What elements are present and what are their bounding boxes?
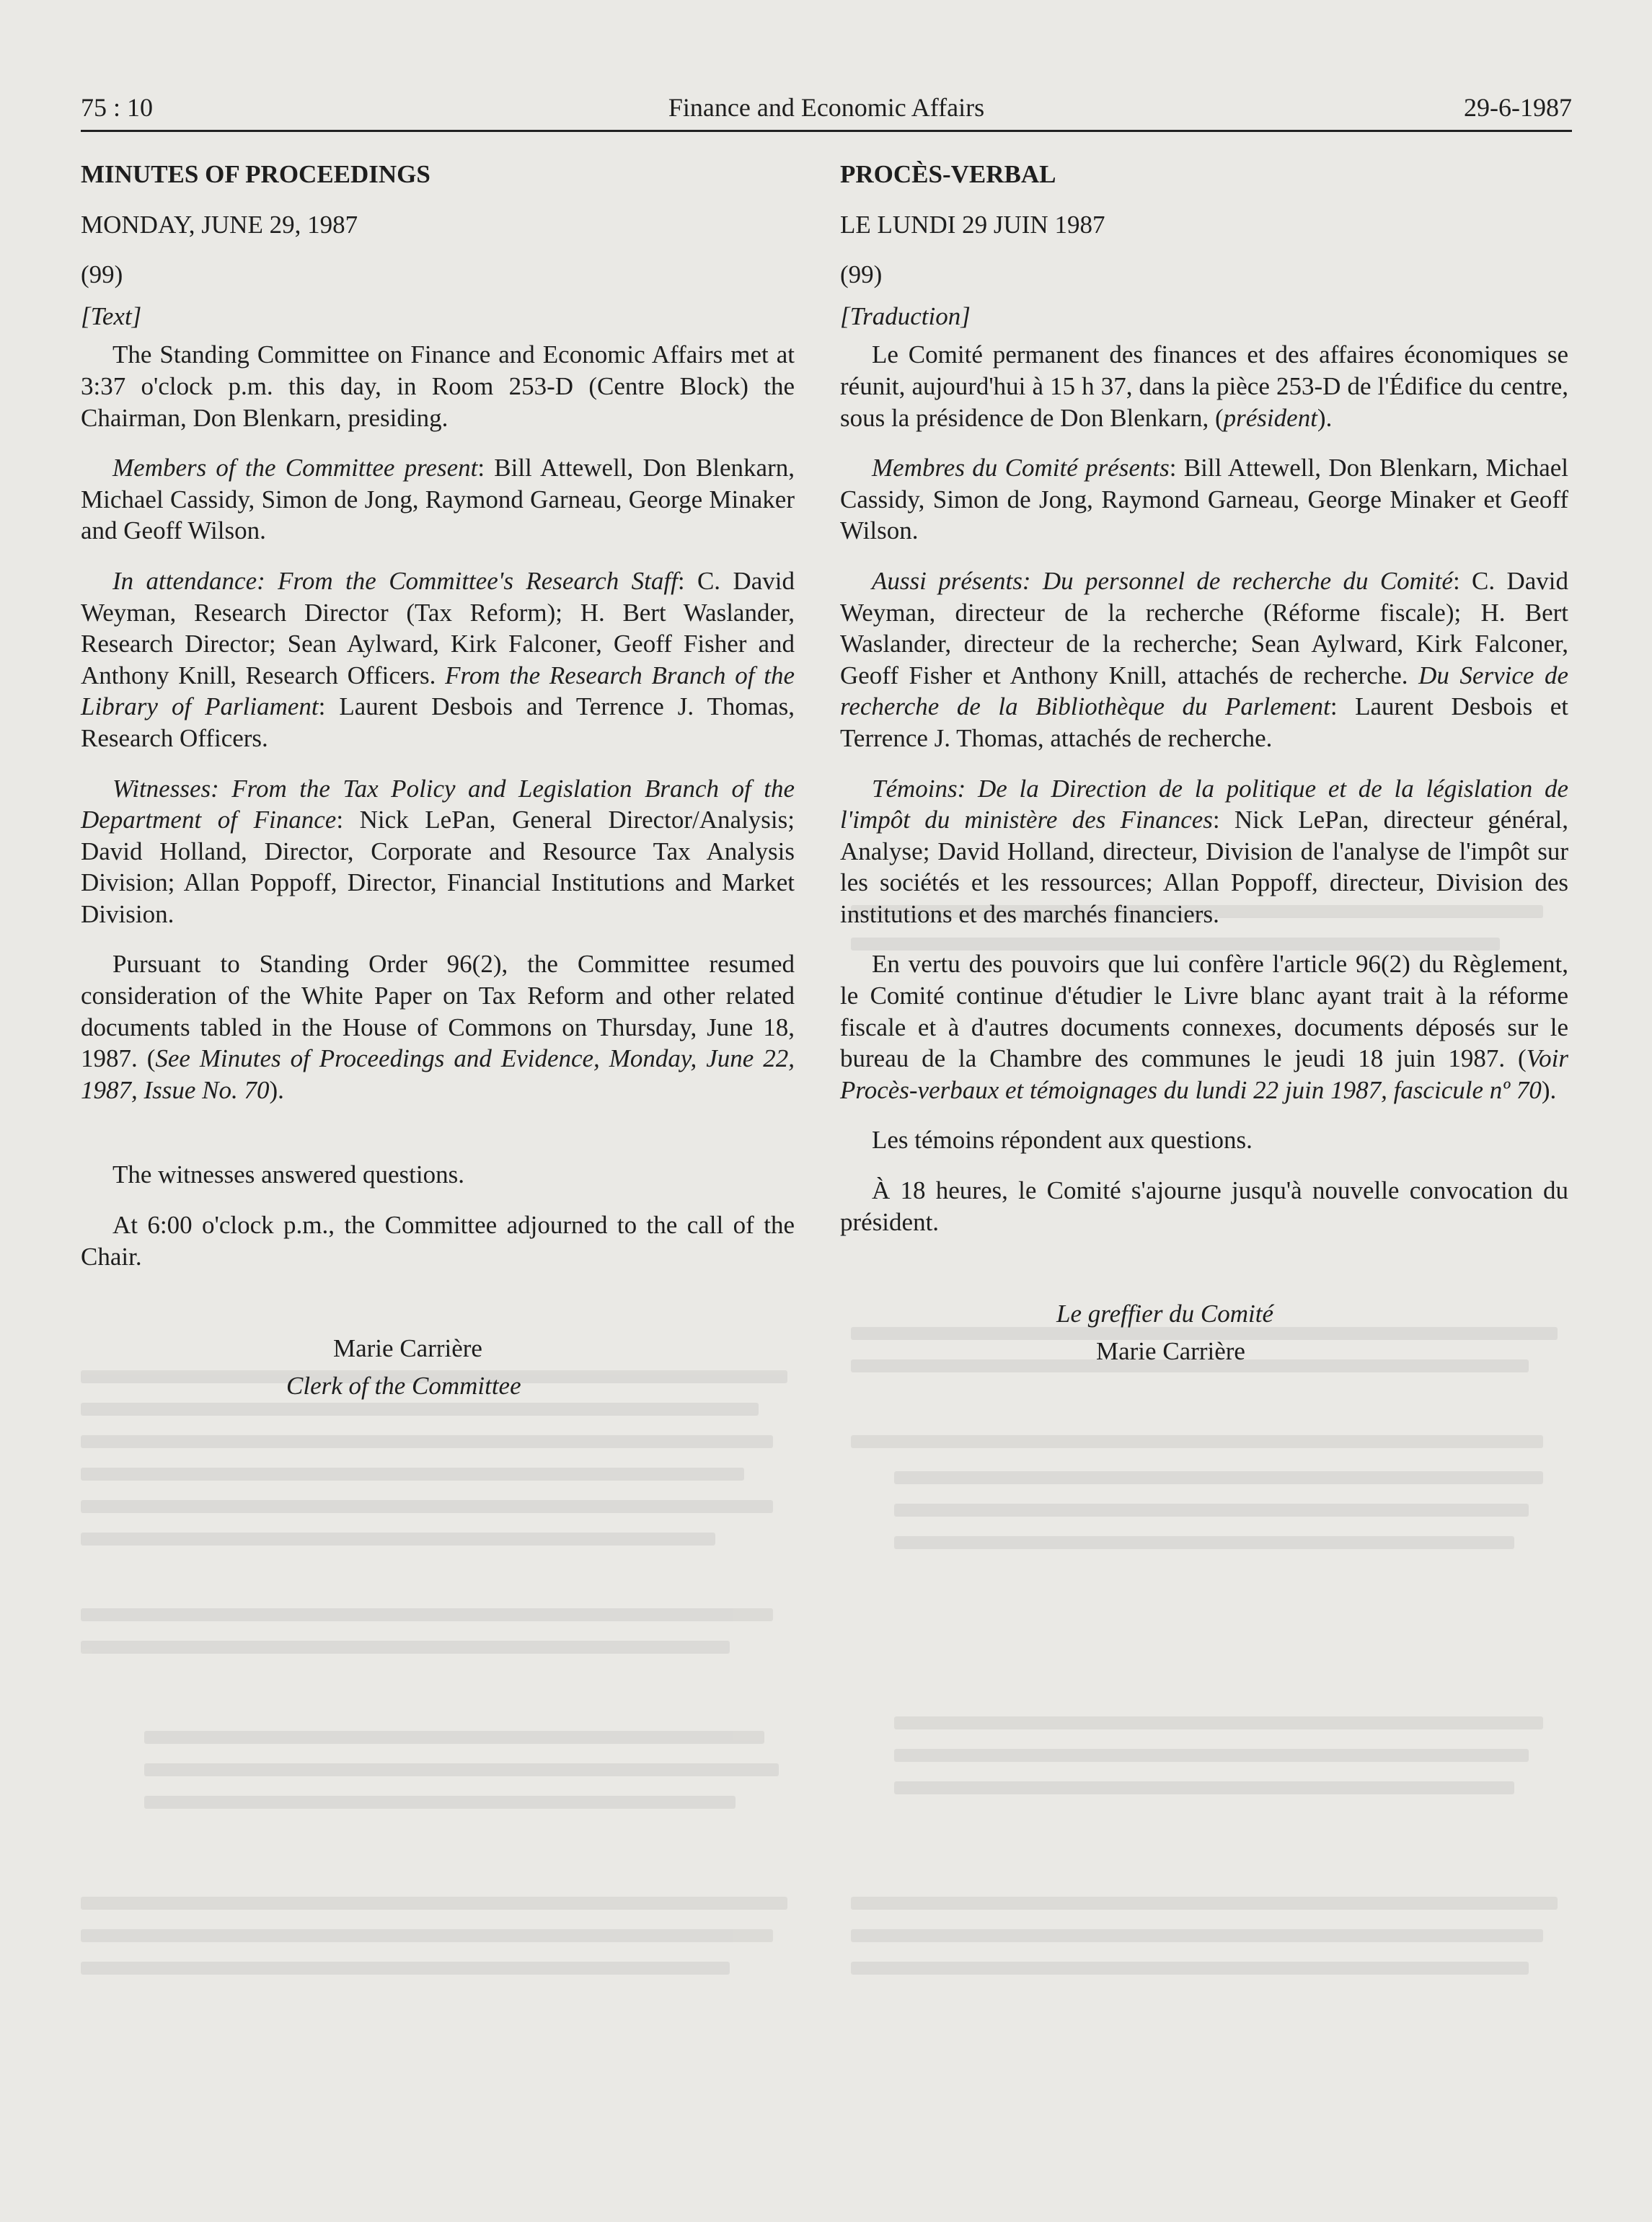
- page-number: 75 : 10: [81, 93, 154, 122]
- research-staff-text: : C. David Weyman, Research Director (Tax Reform); H. Bert Waslander, Research Director; Sean Aylward, Kirk Falconer, Geoff Fisher and Anthony Knill, Research Officers.: [81, 566, 795, 689]
- members-present-text: : Bill Attewell, Don Blenkarn, Michael Cassidy, Simon de Jong, Raymond Garneau, George Minaker and Geoff Wilson.: [81, 454, 795, 545]
- meeting-date: MONDAY, JUNE 29, 1987: [81, 210, 358, 239]
- standing-order-text: Pursuant to Standing Order 96(2), the Committee resumed consideration of the White Paper on Tax Reform and other related documents tabled in the House of Commons on Thursday, June 18, 1987. (: [81, 950, 795, 1073]
- clerk-title-text: Clerk of the Committee: [286, 1372, 521, 1401]
- in-attendance-paragraph: [81, 565, 795, 754]
- library-label: From the Research Branch of the Library of Parliament: [81, 661, 795, 721]
- signature-block: [81, 1330, 795, 1405]
- research-staff-label-fr: : Du personnel de recherche du Comité: [1022, 566, 1453, 595]
- clerk-title: [81, 1367, 795, 1405]
- standing-order-paragraph-fr: [840, 948, 1568, 1106]
- witnesses-branch-label: : From the Tax Policy and Legislation Branch of the Department of Finance: [81, 774, 795, 834]
- minutes-heading: MINUTES OF PROCEEDINGS: [81, 160, 430, 188]
- greffier-title-text: Le greffier du Comité: [1056, 1300, 1274, 1328]
- president-label: président: [1223, 403, 1317, 432]
- witnesses-paragraph-fr: [840, 773, 1568, 930]
- adjournment-paragraph: At 6:00 o'clock p.m., the Committee adjourned to the call of the Chair.: [81, 1211, 795, 1271]
- temoins-label: Témoins: [872, 774, 958, 803]
- publication-title: Finance and Economic Affairs: [668, 93, 985, 122]
- members-present-label-fr: Membres du Comité présents: [872, 454, 1170, 482]
- header-date: 29-6-1987: [1464, 93, 1572, 122]
- signature-block-fr: [840, 1295, 1568, 1370]
- standing-order-text-fr: En vertu des pouvoirs que lui confère l'article 96(2) du Règlement, le Comité continue d'étudier le Livre blanc ayant trait à la réforme fiscale et à d'autres documents connexes, documents déposés sur le bureau de la Chambre des communes le jeudi 18 juin 1987. (: [840, 950, 1568, 1073]
- clerk-name: Marie Carrière: [333, 1334, 482, 1363]
- proces-verbal-heading: PROCÈS-VERBAL: [840, 160, 1056, 188]
- members-present-label: Members of the Committee present: [112, 454, 478, 482]
- greffier-name: Marie Carrière: [1096, 1337, 1245, 1366]
- adjournment-paragraph-fr: À 18 heures, le Comité s'ajourne jusqu'à nouvelle convocation du président.: [840, 1176, 1568, 1236]
- standing-order-paragraph: [81, 948, 795, 1106]
- witnesses-text: : Nick LePan, General Director/Analysis; David Holland, Director, Corporate and Resource Tax Analysis Division; Allan Poppoff, Director, Financial Institutions and Market Division.: [81, 806, 795, 928]
- library-text-fr: : Laurent Desbois et Terrence J. Thomas, attachés de recherche.: [840, 692, 1569, 752]
- in-attendance-label: In attendance: [112, 566, 257, 595]
- witnesses-answered-fr: Les témoins répondent aux questions.: [872, 1126, 1253, 1155]
- meeting-date-fr: LE LUNDI 29 JUIN 1987: [840, 210, 1105, 239]
- library-label-fr: Du Service de recherche de la Bibliothèque du Parlement: [840, 661, 1568, 721]
- aussi-presents-label: Aussi présents: [872, 566, 1022, 595]
- running-header: [81, 87, 1572, 132]
- standing-order-end-fr: ).: [1541, 1075, 1557, 1104]
- english-column: [81, 159, 795, 1405]
- text-tag: [Text]: [81, 301, 142, 330]
- members-present-paragraph-fr: [840, 452, 1568, 547]
- in-attendance-paragraph-fr: [840, 565, 1568, 754]
- french-column: [840, 159, 1568, 1370]
- standing-order-end: ).: [269, 1075, 284, 1104]
- see-minutes-reference: See Minutes of Proceedings and Evidence, Monday, June 22, 1987, Issue No. 70: [81, 1044, 795, 1104]
- members-present-text-fr: : Bill Attewell, Don Blenkarn, Michael Cassidy, Simon de Jong, Raymond Garneau, George Minaker et Geoff Wilson.: [840, 454, 1569, 545]
- library-text: : Laurent Desbois and Terrence J. Thomas, Research Officers.: [81, 692, 795, 752]
- greffier-title: [840, 1295, 1568, 1333]
- witnesses-branch-label-fr: : De la Direction de la politique et de la législation de l'impôt du ministère des Finances: [840, 774, 1568, 834]
- opening-paragraph-fr: [840, 339, 1568, 433]
- research-staff-text-fr: : C. David Weyman, directeur de la recherche (Réforme fiscale); H. Bert Waslander, directeur de la recherche; Sean Aylward, Kirk Falconer, Geoff Fisher et Anthony Knill, attachés de recherche.: [840, 566, 1569, 689]
- meeting-number-fr: (99): [840, 260, 883, 289]
- opening-end-fr: ).: [1317, 403, 1333, 432]
- opening-paragraph: The Standing Committee on Finance and Economic Affairs met at 3:37 o'clock p.m. this day, in Room 253-D (Centre Block) the Chairman, Don Blenkarn, presiding.: [81, 340, 795, 432]
- witnesses-answered: The witnesses answered questions.: [112, 1160, 464, 1189]
- opening-text-fr: Le Comité permanent des finances et des affaires économiques se réunit, aujourd'hui à 15 h 37, dans la pièce 253-D de l'Édifice du centre, sous la présidence de Don Blenkarn, (: [840, 340, 1568, 432]
- traduction-tag: [Traduction]: [840, 301, 971, 330]
- research-staff-label: : From the Committee's Research Staff: [257, 566, 678, 595]
- meeting-number: (99): [81, 260, 123, 289]
- witnesses-text-fr: : Nick LePan, directeur général, Analyse; David Holland, directeur, Division de l'analyse de l'impôt sur les sociétés et les ressources; Allan Poppoff, directeur, Division des institutions et des marchés financiers.: [840, 806, 1568, 928]
- witnesses-label: Witnesses: [112, 774, 211, 803]
- witnesses-paragraph: [81, 773, 795, 930]
- voir-reference: Voir Procès-verbaux et témoignages du lundi 22 juin 1987, fascicule nº 70: [840, 1044, 1568, 1104]
- members-present-paragraph: [81, 452, 795, 547]
